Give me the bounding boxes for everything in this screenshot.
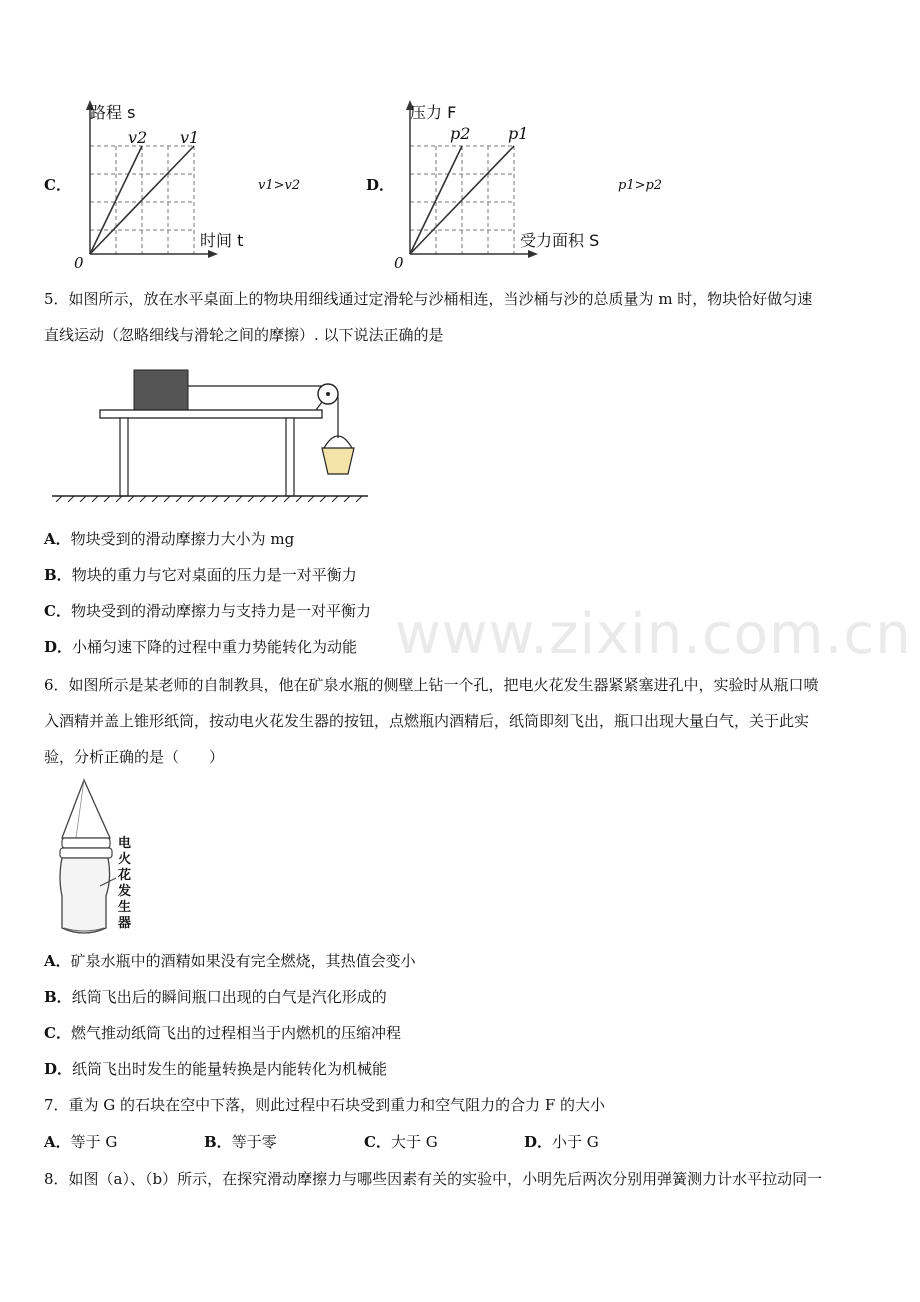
q6-option-c-label: C． (44, 1024, 71, 1042)
q6-option-d-label: D． (44, 1060, 73, 1078)
q5-option-b-text: 物块的重力与它对桌面的压力是一对平衡力 (71, 566, 357, 584)
q6-stem-line1: 6．如图所示是某老师的自制教具，他在矿泉水瓶的侧壁上钻一个孔，把电火花发生器紧紧塞进孔中，实验时从瓶口喷 (44, 676, 819, 694)
q7-option-a-label: A． (44, 1133, 71, 1151)
graph-c-origin: 0 (74, 254, 84, 272)
option-c-label: C． (44, 176, 71, 194)
q6-stem-line3: 验，分析正确的是（ ） (44, 748, 225, 766)
graph-c-v1-label: v1 (180, 128, 200, 147)
q5-option-c-label: C． (44, 602, 71, 620)
graph-d-xlabel: 受力面积 S (520, 231, 600, 250)
q5-option-c[interactable] (44, 600, 371, 622)
q7-option-b[interactable] (204, 1131, 277, 1153)
q7-option-b-text: 等于零 (231, 1133, 277, 1151)
q6-option-d-text: 纸筒飞出时发生的能量转换是内能转化为机械能 (72, 1060, 388, 1078)
graph-c-ylabel: 路程 s (90, 103, 136, 122)
q6-option-c[interactable] (44, 1022, 401, 1044)
q5-stem-line2: 直线运动（忽略细线与滑轮之间的摩擦）. 以下说法正确的是 (44, 326, 444, 344)
option-c-relation: v1>v2 (258, 178, 301, 193)
q7-option-c-label: C． (364, 1133, 391, 1151)
watermark: www.zixin.com.cn (395, 602, 912, 667)
q6-option-d[interactable] (44, 1058, 387, 1080)
q5-option-a[interactable] (44, 528, 294, 550)
q7-option-a[interactable] (44, 1131, 117, 1153)
q7-option-b-label: B． (204, 1133, 232, 1151)
q7-option-d[interactable] (524, 1131, 599, 1153)
q7-stem: 7．重为 G 的石块在空中下落，则此过程中石块受到重力和空气阻力的合力 F 的大小 (44, 1096, 606, 1114)
q5-option-a-label: A． (44, 530, 71, 548)
graph-c-xlabel: 时间 t (200, 231, 244, 250)
q5-option-d-label: D． (44, 638, 73, 656)
spark-generator-label: 电火花发生器 (118, 836, 132, 931)
q6-option-c-text: 燃气推动纸筒飞出的过程相当于内燃机的压缩冲程 (70, 1024, 401, 1042)
q5-option-c-text: 物块受到的滑动摩擦力与支持力是一对平衡力 (70, 602, 371, 620)
q6-option-b[interactable] (44, 986, 387, 1008)
q6-stem-line2: 入酒精并盖上锥形纸筒，按动电火花发生器的按钮，点燃瓶内酒精后，纸筒即刻飞出，瓶口出现大量白气，关于此实 (44, 712, 810, 730)
q5-option-d-text: 小桶匀速下降的过程中重力势能转化为动能 (72, 638, 358, 656)
graph-d-p1-label: p1 (508, 124, 529, 143)
graph-d-origin: 0 (394, 254, 404, 272)
option-d-relation: p1>p2 (618, 178, 663, 193)
q6-option-a-label: A． (44, 952, 71, 970)
q7-option-d-text: 小于 G (552, 1133, 599, 1151)
option-d-label: D． (366, 176, 395, 194)
graph-d-p2-label: p2 (450, 124, 471, 143)
q8-stem: 8．如图（a）、（b）所示，在探究滑动摩擦力与哪些因素有关的实验中，小明先后两次分别用弹簧测力计水平拉动同一 (44, 1170, 823, 1188)
q6-option-a-text: 矿泉水瓶中的酒精如果没有完全燃烧，其热值会变小 (70, 952, 416, 970)
q6-option-b-label: B． (44, 988, 72, 1006)
pulley-table-figure (48, 362, 378, 502)
q5-option-b-label: B． (44, 566, 72, 584)
q7-option-a-text: 等于 G (70, 1133, 118, 1151)
q7-option-c-text: 大于 G (390, 1133, 438, 1151)
q6-option-b-text: 纸筒飞出后的瞬间瓶口出现的白气是汽化形成的 (71, 988, 387, 1006)
graph-c-v2-label: v2 (128, 128, 148, 147)
q5-option-a-text: 物块受到的滑动摩擦力大小为 mg (70, 530, 295, 548)
q5-option-b[interactable] (44, 564, 357, 586)
q5-option-d[interactable] (44, 636, 357, 658)
bottle-cone-figure (54, 778, 118, 942)
q5-stem-line1: 5．如图所示，放在水平桌面上的物块用细线通过定滑轮与沙桶相连，当沙桶与沙的总质量为 m 时，物块恰好做匀速 (44, 290, 813, 308)
q7-option-c[interactable] (364, 1131, 438, 1153)
q6-option-a[interactable] (44, 950, 416, 972)
q7-option-d-label: D． (524, 1133, 553, 1151)
graph-d-ylabel: 压力 F (410, 103, 457, 122)
